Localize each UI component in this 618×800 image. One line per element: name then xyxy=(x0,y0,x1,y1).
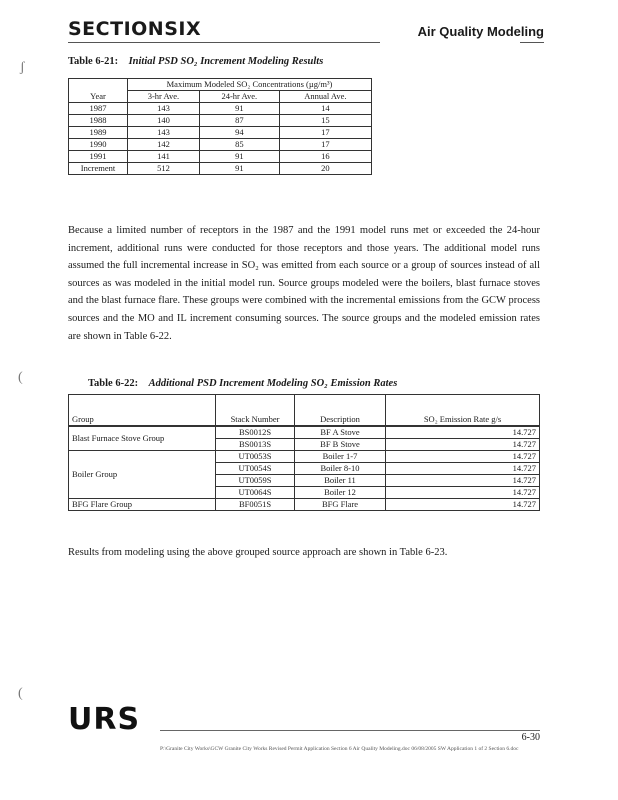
table2-caption-title: Additional PSD Increment Modeling SO₂ Emission Rates xyxy=(148,378,398,389)
year-cell: Increment xyxy=(69,163,128,175)
table1-caption-title: Initial PSD SO₂ Increment Modeling Results xyxy=(128,56,324,67)
table-row xyxy=(69,451,540,463)
value-cell: 14 xyxy=(279,103,371,115)
table2-caption-label: Table 6-22: xyxy=(88,378,139,389)
col-year: Year xyxy=(69,79,128,103)
value-cell: 94 xyxy=(199,127,279,139)
description-cell: BF B Stove xyxy=(295,439,386,451)
stack-cell: BS0013S xyxy=(216,439,295,451)
table-row xyxy=(69,115,372,127)
group-name-cell: BFG Flare Group xyxy=(69,499,216,511)
table2-caption xyxy=(88,378,397,389)
group-name-cell: Boiler Group xyxy=(69,451,216,499)
rate-cell: 14.727 xyxy=(386,487,540,499)
year-cell: 1988 xyxy=(69,115,128,127)
results-paragraph: Results from modeling using the above grouped source approach are shown in Table 6-23. xyxy=(68,547,448,558)
col-emission-rate: SO₂ Emission Rate g/s xyxy=(386,395,540,427)
table-row xyxy=(69,139,372,151)
urs-logo: URS xyxy=(68,702,141,737)
value-cell: 91 xyxy=(199,103,279,115)
section-header: SECTIONSIX xyxy=(68,18,202,40)
table-row xyxy=(69,163,372,175)
table-row xyxy=(69,103,372,115)
stack-cell: UT0059S xyxy=(216,475,295,487)
psd-increment-results-table xyxy=(68,78,372,175)
margin-mark-middle: ( xyxy=(18,370,23,385)
value-cell: 512 xyxy=(128,163,200,175)
rate-cell: 14.727 xyxy=(386,439,540,451)
table-row xyxy=(69,127,372,139)
margin-mark-bottom: ( xyxy=(18,686,23,701)
value-cell: 15 xyxy=(279,115,371,127)
value-cell: 142 xyxy=(128,139,200,151)
group-name-cell: Blast Furnace Stove Group xyxy=(69,426,216,451)
stack-cell: BF0051S xyxy=(216,499,295,511)
col-group: Group xyxy=(69,395,216,427)
page-number: 6-30 xyxy=(521,732,540,743)
value-cell: 17 xyxy=(279,127,371,139)
margin-mark-top: ʃ xyxy=(20,60,25,75)
description-cell: Boiler 12 xyxy=(295,487,386,499)
value-cell: 143 xyxy=(128,127,200,139)
description-cell: Boiler 1-7 xyxy=(295,451,386,463)
description-cell: Boiler 11 xyxy=(295,475,386,487)
body-paragraph: Because a limited number of receptors in the 1987 and the 1991 model runs met or exceeded the 24-hour increment, additional runs were conducted for those receptors and those years. The additional model runs assumed the full incremental increase in SO₂ was emitted from each source or a group of sources instead of all sources as was modeled in the initial model run. Source groups modeled were the boilers, blast furnace stoves and the blast furnace flare. These groups were combined with the incremental emissions from the GCW process sources and the MO and IL increment consuming sources. The source groups and the modeled emission rates are shown in Table 6-22. xyxy=(68,225,540,342)
col-description: Description xyxy=(295,395,386,427)
table-header-row xyxy=(69,395,540,427)
table-row xyxy=(69,426,540,439)
col-stack-number: Stack Number xyxy=(216,395,295,427)
table1-caption-label: Table 6-21: xyxy=(68,56,119,67)
value-cell: 143 xyxy=(128,103,200,115)
description-cell: BFG Flare xyxy=(295,499,386,511)
col-24hr: 24-hr Ave. xyxy=(199,91,279,103)
table-row xyxy=(69,499,540,511)
col-3hr: 3-hr Ave. xyxy=(128,91,200,103)
year-cell: 1990 xyxy=(69,139,128,151)
rate-cell: 14.727 xyxy=(386,451,540,463)
rate-cell: 14.727 xyxy=(386,499,540,511)
footer-file-path: P:\Granite City Works\GCW Granite City Works Revised Permit Application Section 6 Air Quality Modeling.doc 06/08/2005 SW Application 1 of 2 Section 6.doc xyxy=(160,746,519,752)
header-rule-right xyxy=(520,42,544,43)
rate-cell: 14.727 xyxy=(386,426,540,439)
value-cell: 85 xyxy=(199,139,279,151)
table-header-row xyxy=(69,79,372,91)
table-row xyxy=(69,151,372,163)
stack-cell: BS0012S xyxy=(216,426,295,439)
description-cell: Boiler 8-10 xyxy=(295,463,386,475)
value-cell: 141 xyxy=(128,151,200,163)
table1-caption xyxy=(68,56,323,67)
document-title: Air Quality Modeling xyxy=(417,24,544,39)
stack-cell: UT0064S xyxy=(216,487,295,499)
year-cell: 1989 xyxy=(69,127,128,139)
concentration-group-header: Maximum Modeled SO₂ Concentrations (µg/m³) xyxy=(128,79,372,91)
value-cell: 16 xyxy=(279,151,371,163)
col-annual: Annual Ave. xyxy=(279,91,371,103)
footer-rule xyxy=(160,730,540,731)
value-cell: 91 xyxy=(199,151,279,163)
value-cell: 91 xyxy=(199,163,279,175)
stack-cell: UT0053S xyxy=(216,451,295,463)
emission-rates-table xyxy=(68,394,540,511)
year-cell: 1991 xyxy=(69,151,128,163)
stack-cell: UT0054S xyxy=(216,463,295,475)
value-cell: 20 xyxy=(279,163,371,175)
value-cell: 140 xyxy=(128,115,200,127)
value-cell: 87 xyxy=(199,115,279,127)
rate-cell: 14.727 xyxy=(386,463,540,475)
year-cell: 1987 xyxy=(69,103,128,115)
description-cell: BF A Stove xyxy=(295,426,386,439)
header-rule xyxy=(68,42,380,43)
rate-cell: 14.727 xyxy=(386,475,540,487)
value-cell: 17 xyxy=(279,139,371,151)
